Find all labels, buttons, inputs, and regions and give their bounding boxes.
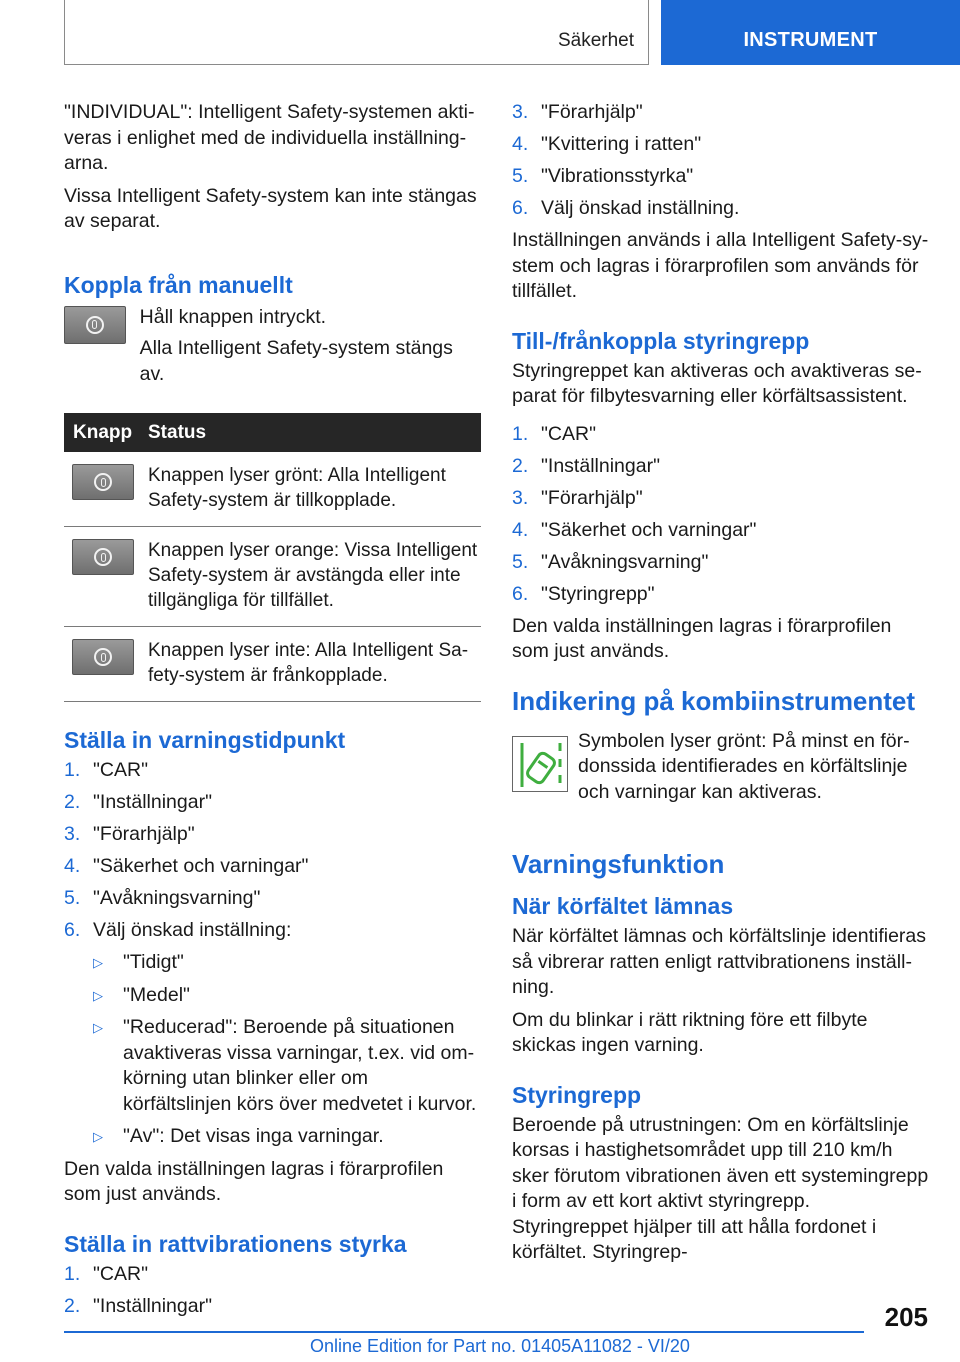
list-item: 3. "Förarhjälp": [512, 486, 643, 509]
list-item: ▷ "Tidigt": [93, 950, 481, 976]
header-section-label: Säkerhet: [557, 30, 634, 51]
list-item: 2. "Inställningar": [64, 791, 212, 813]
list-item: 5. "Avåkningsvarning": [512, 550, 709, 573]
safety-button-green-icon: [72, 464, 134, 500]
list-item: 2. "Inställningar": [512, 454, 660, 477]
steering-steps: [512, 422, 930, 608]
table-row: [64, 527, 481, 627]
list-item: 4. "Säkerhet och varningar": [64, 855, 309, 877]
warning-time-heading: Ställa in varningstidpunkt: [64, 727, 346, 753]
vibration-steps: [64, 1262, 481, 1320]
vibration-heading: Ställa in rattvibrationens styrka: [64, 1230, 407, 1257]
warning-time-steps: [64, 758, 481, 944]
footer-divider: [64, 1331, 864, 1333]
safety-button-icon: [64, 306, 126, 344]
list-item: 6. "Styringrepp": [512, 582, 655, 605]
list-item: 4. "Kvittering i ratten": [512, 133, 702, 155]
intro-paragraph-1: "INDIVIDUAL": Intelligent Safety-systemen aktiveras i enlighet med de individuella inställningarna.: [64, 101, 475, 174]
list-item: ▷ "Reducerad": Beroende på situationen avaktiveras vissa varningar, t.ex. vid omkörning utan blinker eller om körfältslinjen körs över medvetet i kurvor.: [93, 1016, 477, 1115]
left-column: [64, 100, 481, 1326]
warning-note: Den valda inställningen lagras i förarprofilen som just används.: [64, 1157, 444, 1205]
table-cell-status: Knappen lyser grönt: Alla Intelligent Safety-system är tillkopplade.: [148, 452, 481, 527]
list-item: 1. "CAR": [64, 1262, 149, 1285]
list-item: 1. "CAR": [512, 422, 597, 445]
footer-edition: Online Edition for Part no. 01405A11082 - VI/20: [310, 1336, 690, 1356]
triangle-bullet-icon: ▷: [93, 987, 103, 1003]
safety-button-orange-icon: [72, 539, 134, 575]
list-item: 5. "Avåkningsvarning": [64, 887, 261, 909]
list-item: 4. "Säkerhet och varningar": [512, 518, 757, 541]
header-chapter-tab: [661, 0, 960, 65]
header-chapter-label: INSTRUMENT: [743, 29, 878, 51]
vibration-steps-continued: [512, 100, 930, 222]
table-header-status: Status: [148, 413, 481, 452]
manual-heading: Koppla från manuellt: [64, 271, 293, 298]
list-item: 3. "Förarhjälp": [512, 101, 643, 123]
table-header-button: Knapp: [64, 413, 148, 452]
triangle-bullet-icon: ▷: [93, 1129, 103, 1144]
function-heading: Varningsfunktion: [512, 849, 725, 879]
page-number: 205: [884, 1302, 928, 1332]
manual-block: [64, 305, 481, 395]
list-item: ▷ "Medel": [93, 983, 481, 1009]
steering-grip-paragraph: Beroende på utrustningen: Om en körfältslinje korsas i hastighetsområdet upp till 210 km/h sker förutom vibrationen även ett systemingrepp i form av ett kort aktivt styringrepp. Styringreppet hjälper till att hålla fordonet i körfältet. Styringrep‐: [512, 1113, 929, 1263]
list-item: 6. Välj önskad inställning.: [512, 197, 740, 219]
safety-button-off-icon: [72, 639, 134, 675]
right-column: [512, 100, 930, 1273]
steering-note: Den valda inställningen lagras i förarprofilen som just används.: [512, 614, 892, 662]
triangle-bullet-icon: ▷: [93, 955, 103, 970]
header-section-tab: [64, 0, 649, 65]
table-row: [64, 452, 481, 527]
intro-paragraph-2: Vissa Intelligent Safety-system kan inte stängas av separat.: [64, 184, 477, 232]
list-item: ▷ "Av": Det visas inga varningar.: [93, 1124, 481, 1150]
vibration-note: Inställningen används i alla Intelligent Safety-system och lagras i förarprofilen som används för tillfället.: [512, 229, 929, 302]
steering-grip-heading: Styringrepp: [512, 1081, 642, 1108]
manual-line-1: Håll knappen intryckt.: [139, 305, 327, 328]
status-table: [64, 413, 481, 702]
triangle-bullet-icon: ▷: [93, 1020, 103, 1035]
indicator-block: [512, 729, 930, 813]
indicator-heading: Indikering på kombiinstrumentet: [512, 685, 916, 716]
table-cell-status: Knappen lyser inte: Alla Intelligent Safety-system är frånkopplade.: [148, 627, 481, 702]
warning-options: [93, 950, 481, 1150]
list-item: 5. "Vibrationsstyrka": [512, 165, 694, 187]
indicator-text: Symbolen lyser grönt: På minst en fördonssida identifierades en körfältslinje och varningar kan aktiveras.: [578, 729, 910, 803]
list-item: 2. "Inställningar": [64, 1294, 212, 1317]
lane-leave-paragraph-2: Om du blinkar i rätt riktning före ett filbyte skickas ingen varning.: [512, 1008, 868, 1056]
steering-intro: Styringreppet kan aktiveras och avaktiveras separat för filbytesvarning eller körfältsassistent.: [512, 359, 922, 407]
list-item: 6. Välj önskad inställning:: [64, 919, 292, 941]
list-item: 1. "CAR": [64, 759, 149, 781]
steering-heading: Till-/frånkoppla styringrepp: [512, 327, 810, 354]
lane-departure-icon: [512, 736, 568, 792]
manual-line-2: Alla Intelligent Safety-system stängs av.: [139, 337, 453, 385]
lane-leave-paragraph-1: När körfältet lämnas och körfältslinje identifieras så vibrerar ratten enligt rattvibrationens inställning.: [512, 925, 927, 998]
lane-leave-heading: När körfältet lämnas: [512, 893, 734, 919]
table-row: [64, 627, 481, 702]
table-cell-status: Knappen lyser orange: Vissa Intelligent Safety-system är avstängda eller inte tillgängliga för tillfället.: [148, 527, 481, 627]
list-item: 3. "Förarhjälp": [64, 823, 195, 845]
